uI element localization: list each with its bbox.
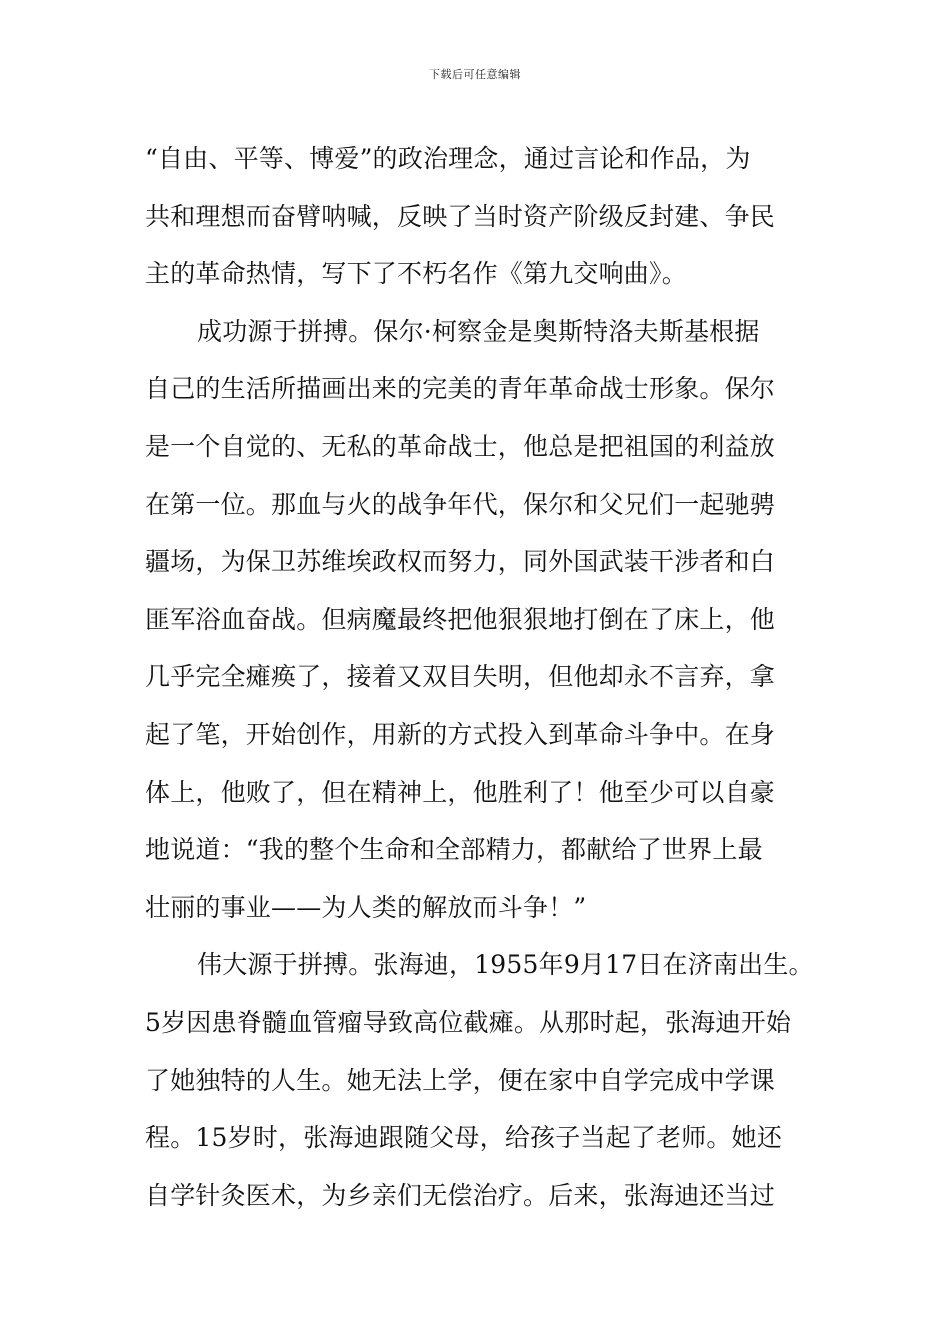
text-line: 在第一位。那血与火的战争年代，保尔和父兄们一起驰骋 <box>145 489 776 519</box>
text-line: 程。15岁时，张海迪跟随父母，给孩子当起了老师。她还 <box>145 1123 783 1153</box>
text-line: 几乎完全瘫痪了，接着又双目失明，但他却永不言弃，拿 <box>145 662 776 692</box>
text-line: 自学针灸医术，为乡亲们无偿治疗。后来，张海迪还当过 <box>145 1180 776 1210</box>
document-body <box>145 130 825 1224</box>
page-header: 下载后可任意编辑 <box>429 68 521 81</box>
text-line: “自由、平等、博爱”的政治理念，通过言论和作品，为 <box>145 144 751 173</box>
text-line: 壮丽的事业——为人类的解放而斗争！” <box>145 892 587 922</box>
text-line: 匪军浴血奋战。但病魔最终把他狠狠地打倒在了床上，他 <box>145 604 776 634</box>
text-line: 5岁因患脊髓血管瘤导致高位截瘫。从那时起，张海迪开始 <box>145 1007 792 1037</box>
text-line: 共和理想而奋臂呐喊，反映了当时资产阶级反封建、争民 <box>145 201 776 231</box>
text-line: 自己的生活所描画出来的完美的青年革命战士形象。保尔 <box>145 374 776 404</box>
text-line: 地说道：“我的整个生命和全部精力，都献给了世界上最 <box>145 835 763 865</box>
text-line: 起了笔，开始创作，用新的方式投入到革命斗争中。在身 <box>145 719 776 749</box>
paragraph-start-line: 成功源于拼搏。保尔·柯察金是奥斯特洛夫斯基根据 <box>197 316 760 346</box>
text-line: 是一个自觉的、无私的革命战士，他总是把祖国的利益放 <box>145 431 776 461</box>
text-line: 了她独特的人生。她无法上学，便在家中自学完成中学课 <box>145 1065 776 1095</box>
text-line: 体上，他败了，但在精神上，他胜利了！他至少可以自豪 <box>145 777 776 807</box>
paragraph-start-line: 伟大源于拼搏。张海迪，1955年9月17日在济南出生。 <box>197 950 814 980</box>
text-line: 主的革命热情，写下了不朽名作《第九交响曲》。 <box>145 259 687 289</box>
text-line: 疆场，为保卫苏维埃政权而努力，同外国武装干涉者和白 <box>145 547 776 577</box>
